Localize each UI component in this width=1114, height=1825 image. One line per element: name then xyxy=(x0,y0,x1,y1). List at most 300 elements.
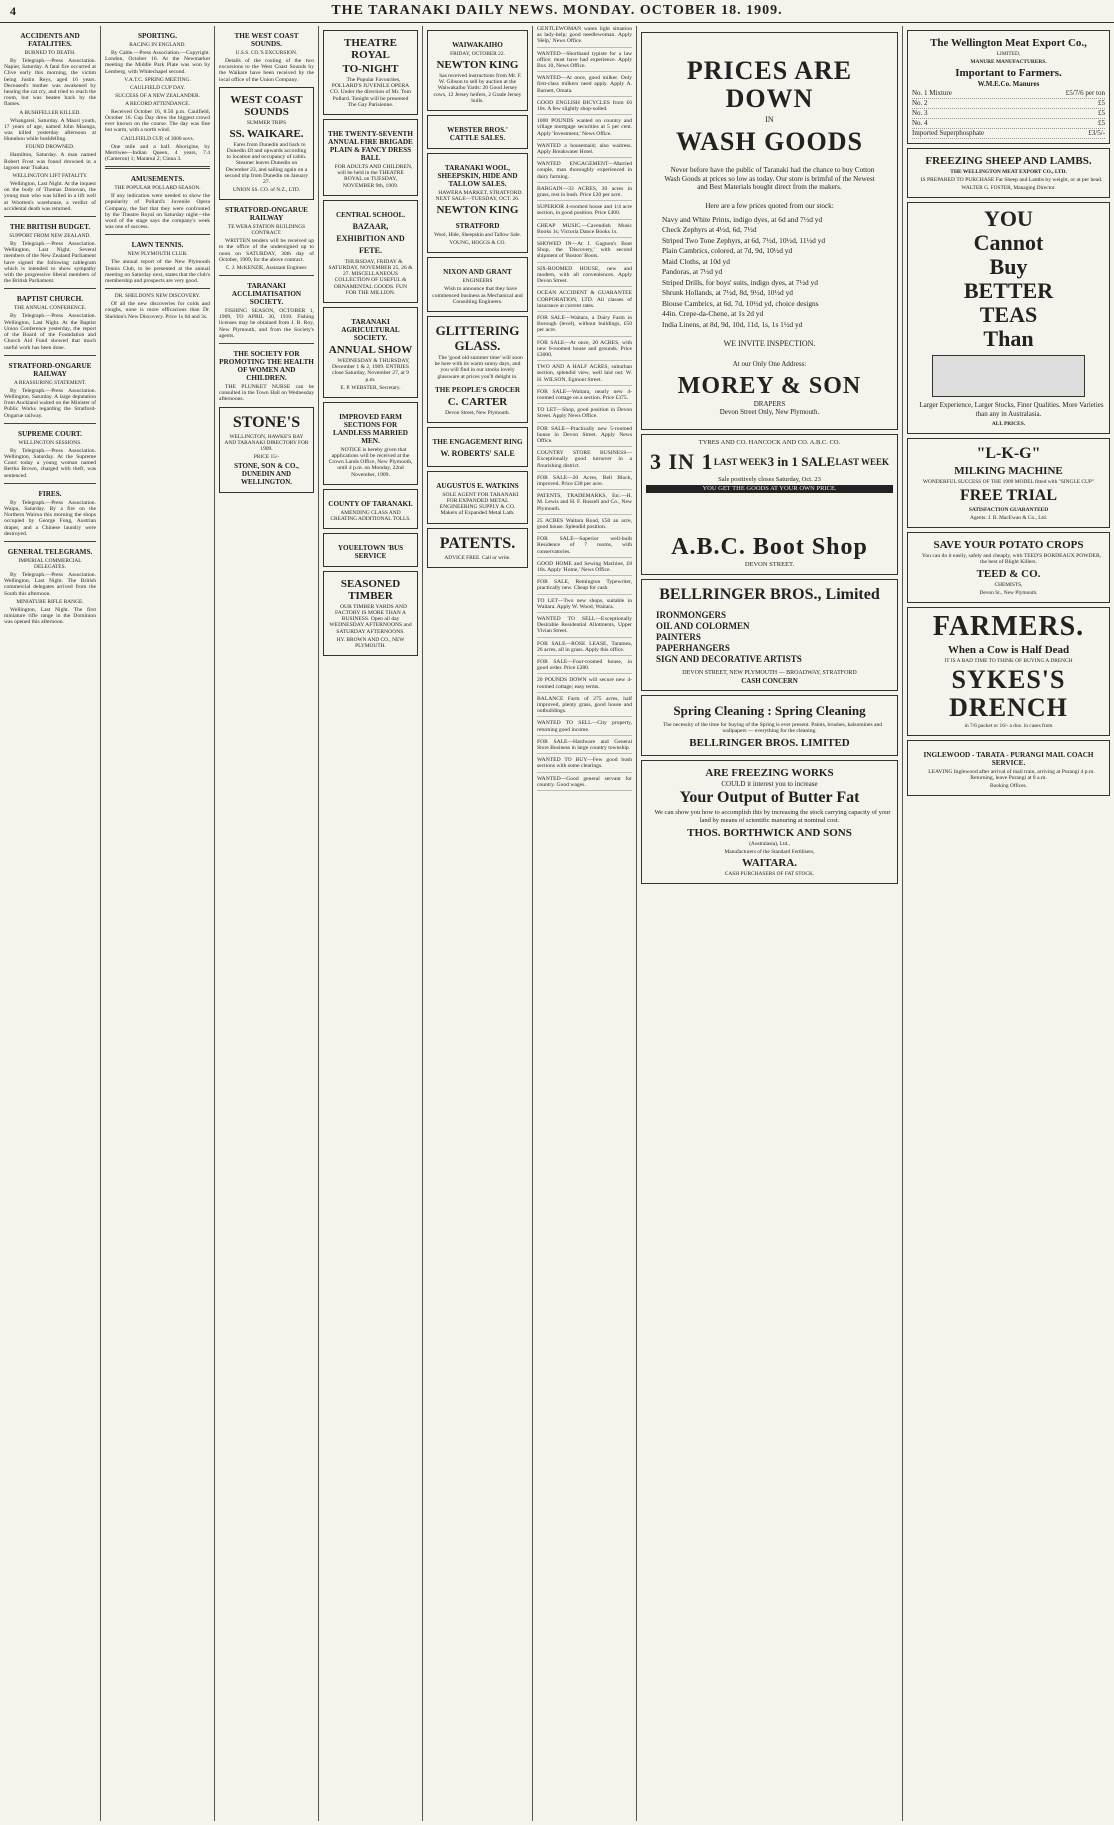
price-list-item: Striped Two Tone Zephyrs, at 6d, 7½d, 10½d, 11½d yd xyxy=(662,235,826,245)
price-list-item: Striped Drills, for boys' suits, indigo dyes, at 7½d yd xyxy=(662,277,818,287)
advert-firm: SYKES'S xyxy=(951,664,1066,694)
article-text: By Telegraph.—Press Association. Waipu, Saturday. By a fire on the Northern Wairoa this morning the shops occupied by George Fong, Austrian draper, and a Chinese laundry were destroyed. xyxy=(4,499,96,537)
subheading: SUPPORT FROM NEW ZEALAND. xyxy=(9,233,91,240)
advert-tag: WONDERFUL SUCCESS OF THE 1909 MODEL fitted with "SINGLE CUP" xyxy=(922,479,1095,486)
advert-place: Devon Street, New Plymouth. xyxy=(445,409,510,416)
tea-line: YOU xyxy=(984,206,1033,232)
article-text: The annual report of the New Plymouth Tennis Club, to be presented at the annual meeting on Saturday next, states that the club's membership and prospects are very good. xyxy=(105,259,210,285)
classified-ad: FOR SALE—ROSE LEASE, Taramea, 26 acres, all in grass. Apply this office. xyxy=(537,641,632,656)
advert-teas xyxy=(907,202,1110,434)
article-text: One mile and a half. Aborigine, by Merriwee—Indian Queen, 4 years, 7.4 (Cameron) 1; Maranui 2; Cinna 3. xyxy=(105,143,210,163)
classified-ad: CHEAP MUSIC.—Cavendish Music Books 1s; Victoria Dance Books 1s. xyxy=(537,223,632,238)
advert-west-coast-sounds xyxy=(219,87,314,200)
advert-text: COULD it interest you to increase xyxy=(721,779,818,788)
classified-ad: FOR SALE—Superior well-built Residence of 7 rooms, with conservatories. xyxy=(537,536,632,558)
advert-subtitle: MILKING MACHINE xyxy=(954,465,1063,478)
classified-ad: WANTED TO SELL—City property, returning good income. xyxy=(537,720,632,735)
advert-seasoned-timber xyxy=(323,571,418,656)
classified-ad: WANTED a housemaid; also waitress. Apply Breakwater Hotel. xyxy=(537,143,632,158)
advert-theatre-royal xyxy=(323,30,418,115)
advert-firm: NEWTON KING xyxy=(436,204,519,217)
subheading: THE POPULAR POLLARD SEASON. xyxy=(114,185,201,192)
advert-number-left: 3 IN 1 xyxy=(650,449,714,475)
advert-subtitle: Sale positively closes Saturday, Oct. 23 xyxy=(718,476,821,484)
advert-title: NIXON AND GRANT xyxy=(443,268,512,277)
advert-title: FARMERS. xyxy=(932,610,1085,642)
heading: SPORTING. xyxy=(137,32,178,40)
advert-teed-potato xyxy=(907,532,1110,602)
advert-text: The Popular Favourites, POLLARD'S JUVENILE OPERA CO. Under the direction of Mr. Tom Pollard. Tonight will be presented The Gay Parisienne. xyxy=(330,77,411,108)
advert-week: LAST WEEK xyxy=(835,457,889,468)
advert-sign: E. P. WEBSTER, Secretary. xyxy=(340,384,401,391)
price-list-item: Blouse Cambrics, at 6d, 7d, 10½d yd, choice designs xyxy=(662,298,819,308)
advert-title: THE TWENTY-SEVENTH ANNUAL FIRE BRIGADE PLAIN & FANCY DRESS BALL xyxy=(328,130,413,163)
advert-agent: UNION SS. CO. of N.Z., LTD. xyxy=(232,187,301,194)
classified-ad: FOR SALE—Hardware and General Store Business in large country township. xyxy=(537,739,632,754)
advert-title: INGLEWOOD - TARATA - PURANGI MAIL COACH SERVICE. xyxy=(923,750,1094,767)
article-text: Of all the new discoveries for colds and coughs, none is more efficacious than Dr. Sheldon's New Discovery. Price 1s 6d and 3s. xyxy=(105,301,210,320)
price-row-value: £5/7/6 per ton xyxy=(1065,89,1105,97)
divider xyxy=(219,343,314,344)
price-row-label: No. 2 xyxy=(912,99,928,107)
advert-glittering-glass xyxy=(427,316,528,423)
divider xyxy=(4,355,96,356)
article-text: By Telegraph.—Press Association. Wellington, Saturday. A large deputation from Auckland waited on the Minister of Public Works regarding the Stratford-Ongarue railway. xyxy=(4,387,96,419)
article-text: By Telegraph.—Press Association. Napier, Saturday. A fatal fire occurred at Clive early this morning, the victim being Justin Reys, aged 16 years. Deceased's mother was awakened by hearing the cat cry, and tried to reach the room, but was beaten back by the flames. xyxy=(4,58,96,108)
advert-place: WAITARA. xyxy=(741,856,798,869)
advert-place: Devon Street Only, New Plymouth. xyxy=(719,408,820,417)
column-display-ads xyxy=(637,26,902,1821)
advert-freezing xyxy=(907,148,1110,198)
heading: THE SOCIETY FOR PROMOTING THE HEALTH OF WOMEN AND CHILDREN. xyxy=(219,350,314,383)
price-row xyxy=(912,119,1105,129)
advert-week: LAST WEEK xyxy=(713,457,768,468)
advert-intro: Never before have the public of Taranaki had the chance to buy Cotton Wash Goods at prices so low as today. Our store is brimful of the Newest and Best Materials bought direct from the makers. xyxy=(664,166,875,192)
tea-brand-image xyxy=(932,355,1085,397)
advert-title: WEBSTER BROS.' CATTLE SALES. xyxy=(447,126,508,143)
subheading: CAULFIELD CUP, of 3000 sovs. xyxy=(121,135,194,142)
heading: STRATFORD-ONGARUE RAILWAY xyxy=(225,206,308,223)
subheading: BURNED TO DEATH. xyxy=(24,50,76,56)
divider xyxy=(4,483,96,484)
advert-text: Larger Experience, Larger Stocks, Finer Qualities. More Varieties than any in Australasia. xyxy=(919,401,1104,419)
advert-milking-machine xyxy=(907,438,1110,528)
advert-title: TARANAKI AGRICULTURAL SOCIETY. xyxy=(341,318,400,343)
classified-ad: FOR SALE—Waitara, a Dairy Farm in Borough (level), without buildings, £50 per acre. xyxy=(537,315,632,337)
advert-mail-coach xyxy=(907,740,1110,796)
classified-ad: SIX-ROOMED HOUSE, new and modern, with all conveniences. Apply Devon Street. xyxy=(537,266,632,288)
trade-line: IRONMONGERS xyxy=(656,610,727,621)
subheading: IMPERIAL COMMERCIAL DELEGATES. xyxy=(18,557,82,570)
article-text: By Telegraph.—Press Association. Wellington, Last Night. The British commercial delegates arrived from the South this afternoon. xyxy=(4,571,96,597)
advert-tag: YOU GET THE GOODS AT YOUR OWN PRICE. xyxy=(646,485,893,493)
advert-text: ADVICE FREE. Call or write. xyxy=(444,554,511,561)
column-news-1 xyxy=(0,26,100,1821)
advert-text: OUR TIMBER YARDS AND FACTORY IS MORE THAN A BUSINESS. Open all day WEDNESDAY AFTERNOONS and SATURDAY AFTERNOONS. xyxy=(329,603,412,635)
classified-ad: TWO AND A HALF ACRES, suburban section, splendid view, well laid out. W. H. WILSON, Egmont Street. xyxy=(537,364,632,386)
advert-trade: DRAPERS xyxy=(753,400,786,409)
subheading: NEW PLYMOUTH CLUB. xyxy=(127,251,188,258)
advert-nixon-grant xyxy=(427,257,528,312)
classified-ad: TO LET—Shop, good position in Devon Street. Apply News Office. xyxy=(537,407,632,422)
classified-ad: FOR SALE—Practically new 5-roomed house in Devon Street. Apply News Office. xyxy=(537,426,632,448)
advert-fire-brigade-ball xyxy=(323,119,418,196)
price-list-item: India Linens, at 8d, 9d, 10d, 11d, 1s, 1s 1½d yd xyxy=(662,319,803,329)
trade-list xyxy=(646,606,893,669)
price-row-label: Imported Superphosphate xyxy=(912,129,985,137)
trade-line: SIGN AND DECORATIVE ARTISTS xyxy=(656,654,802,665)
advert-trade: CHEMISTS, xyxy=(994,581,1023,588)
advert-sign: YOUNG, HOGGS & CO. xyxy=(449,240,506,247)
advert-title: "L-K-G" xyxy=(976,445,1041,463)
classified-ad: 1000 POUNDS wanted on country and village mortgage securities at 5 per cent. Apply 'Investment,' News Office. xyxy=(537,118,632,140)
advert-text: THURSDAY, FRIDAY & SATURDAY, NOVEMBER 25, 26 & 27. MISCELLANEOUS COLLECTION OF USEFUL & ORNAMENTAL GOODS. FUN FOR THE MILLION. xyxy=(328,258,413,296)
classifieds-list xyxy=(537,26,632,791)
advert-sign: C. CARTER xyxy=(447,395,508,408)
advert-title: COUNTY OF TARANAKI. xyxy=(328,499,413,508)
column-adverts-4 xyxy=(319,26,422,1821)
newspaper-title: THE TARANAKI DAILY NEWS. MONDAY. OCTOBER 18. 1909. xyxy=(331,3,783,18)
classified-ad: COUNTRY STORE BUSINESS—Exceptionally good turnover in a flourishing district. xyxy=(537,450,632,472)
classified-ad: GOOD HOME and Sewing Machine, £8 10s. Apply 'Home,' News Office. xyxy=(537,561,632,576)
classified-ad: SHOWED IN—At J. Gagnon's Boot Shop, the 'Discovery,' with second shipment of 'Boston' Boots. xyxy=(537,241,632,263)
tea-line: Than xyxy=(983,326,1034,352)
advert-firm: MOREY & SON xyxy=(677,373,862,400)
advert-subtitle: IT IS A BAD TIME TO THINK OF BUYING A DRENCH xyxy=(944,657,1073,664)
advert-morey-son xyxy=(641,32,898,430)
article-text: Wellington, Last Night. At the inquest on the body of Thomas Donovan, the young man who was killed in a lift well at Wootten's warehouse, a verdict of accidental death was returned. xyxy=(4,181,96,212)
advert-text: WEDNESDAY & THURSDAY, December 1 & 2, 1909. ENTRIES close Saturday, November 27, at 9 p.m. xyxy=(332,358,410,383)
classified-ad: BALANCE Farm of 275 acres, half improved, plenty grass, good house and outbuildings. xyxy=(537,696,632,718)
divider xyxy=(105,166,210,169)
advert-title: The Wellington Meat Export Co., xyxy=(930,37,1087,49)
advert-stones-directory xyxy=(219,407,314,493)
price-list-item: Maid Cloths, at 10d yd xyxy=(662,256,730,266)
column-display-ads-right xyxy=(903,26,1114,1821)
advert-wellington-meat xyxy=(907,30,1110,144)
heading: AMUSEMENTS. xyxy=(130,175,185,184)
subheading: THE ANNUAL CONFERENCE. xyxy=(13,305,87,312)
advert-subtitle: W.M.E.Co. Manures xyxy=(977,80,1040,88)
advert-firm: NEWTON KING xyxy=(436,59,519,71)
advert-foot: ALL PRICES. xyxy=(991,421,1026,428)
advert-date: FRIDAY, OCTOBER 22. xyxy=(450,51,505,57)
classified-ad: WANTED—Shorthand typiste for a law office; must have had experience. Apply Box 10, News Office. xyxy=(537,51,632,73)
advert-place: STRATFORD xyxy=(455,222,500,231)
advert-text: Wish to announce that they have commenced business as Mechanical and Consulting Engineers. xyxy=(432,286,523,305)
advert-subtitle: TO-NIGHT xyxy=(342,63,399,75)
advert-engagement-ring xyxy=(427,427,528,467)
article-text: Received October 16, 8.50 p.m. Caulfield, October 16. Cup Day drew the biggest crowd ever known on the course. The day was fine but warm, with a north wind. xyxy=(105,108,210,134)
subheading: RACING IN ENGLAND. xyxy=(129,42,186,48)
advert-ltd: LIMITED, xyxy=(996,51,1021,57)
advert-subtitle: BAZAAR, EXHIBITION AND FETE. xyxy=(336,221,405,255)
classified-ad: GOOD ENGLISH BICYCLES from £6 10s. A few slightly shop-soiled. xyxy=(537,100,632,115)
divider xyxy=(4,288,96,289)
advert-address-intro: At our Only One Address: xyxy=(732,360,807,369)
advert-body: We can show you how to accomplish this by increasing the stock carrying capacity of your land by means of scientific manuring at nominal cost. xyxy=(654,808,891,824)
advert-subtitle: WELLINGTON, HAWKE'S BAY AND TARANAKI DIRECTORY FOR 1909. xyxy=(224,433,309,452)
price-row-value: £5 xyxy=(1098,119,1105,127)
subheading: WELLINGTON LIFT FATALITY. xyxy=(12,173,88,180)
advert-text: The 'good old summer time' will soon be here with its warm sunny days, and you will find in our stocks lovely glassware at prices you'll delight in. xyxy=(434,355,523,380)
advert-shop: A.B.C. Boot Shop xyxy=(671,534,868,561)
advert-abc-sale xyxy=(641,434,898,575)
notice-sign: C. J. McKENZIE, Assistant Engineer. xyxy=(225,265,308,272)
price-row xyxy=(912,99,1105,109)
classified-ad: 25 ACRES Waitara Road, £50 an acre, good house. Splendid position. xyxy=(537,518,632,533)
advert-cash: CASH CONCERN xyxy=(741,677,798,686)
price-row-label: No. 3 xyxy=(912,109,928,117)
advert-title: BELLRINGER BROS., Limited xyxy=(659,586,880,604)
advert-subtitle: AMENDING CLASS AND CREATING ADDITIONAL TOLLS. xyxy=(330,509,411,522)
classified-ad: BARGAIN—33 ACRES, 30 acres in grass, rest in bush. Price £20 per acre. xyxy=(537,186,632,201)
page-number: 4 xyxy=(10,4,17,18)
advert-text: You can do it easily, safely and cheaply, with TEED'S BORDEAUX POWDER, the best of Blight Killers. xyxy=(921,553,1102,566)
advert-title: YOUELTOWN 'BUS SERVICE xyxy=(337,543,404,560)
divider xyxy=(4,216,96,217)
advert-webster-cattle xyxy=(427,115,528,149)
classified-ad: FOR SALE—Four-roomed house, in good order. Price £280. xyxy=(537,659,632,674)
price-row-label: No. 4 xyxy=(912,119,928,127)
column-news-3 xyxy=(215,26,318,1821)
advert-title: PATENTS. xyxy=(439,534,516,552)
tea-line: BETTER xyxy=(963,278,1054,304)
trade-line: OIL AND COLORMEN xyxy=(656,621,750,632)
ship-name: SS. WAIKARE. xyxy=(229,127,304,140)
subheading: A RECORD ATTENDANCE. xyxy=(125,100,190,107)
advert-place: DEVON STREET, NEW PLYMOUTH — BROADWAY, STRATFORD xyxy=(682,670,857,677)
classified-ad: SUPERIOR 4-roomed house and 1/4 acre section, in good position. Price £400. xyxy=(537,204,632,219)
classified-ad: WANTED TO SELL—Exceptionally Desirable Residential Allotments, Upper Vivian Street. xyxy=(537,616,632,638)
advert-subtitle: ANNUAL SHOW xyxy=(328,344,413,357)
tea-line: TEAS xyxy=(979,302,1038,328)
notice-text: FISHING SEASON, OCTOBER 1, 1909, TO APRIL 30, 1910. Fishing licenses may be obtained from J. B. Roy, New Plymouth, and from the Society's agents. xyxy=(219,308,314,339)
subheading: TE WERA STATION BUILDINGS CONTRACT. xyxy=(227,224,306,237)
price-list-item: Navy and White Prints, indigo dyes, at 6d and 7½d yd xyxy=(662,214,823,224)
advert-farm-sections xyxy=(323,402,418,485)
advert-waiwakaiho-sale xyxy=(427,30,528,111)
advert-bellringer xyxy=(641,579,898,691)
advert-subtitle: SUMMER TRIPS xyxy=(246,119,287,126)
advert-patents xyxy=(427,528,528,568)
article-text: By Telegraph.—Press Association. Wellington, Last Night. At the Baptist Union Conference yesterday, the report of the Board of the Foundation and Church Aid Fund showed that much useful work has been done. xyxy=(4,313,96,351)
advert-title: PRICES ARE DOWN xyxy=(686,56,853,113)
price-list-item: Shrunk Hollands, at 7½d, 8d, 9½d, 10½d yd xyxy=(662,288,793,298)
subheading: FOUND DROWNED. xyxy=(25,144,75,151)
advert-title: TARANAKI WOOL, SHEEPSKIN, HIDE AND TALLOW SALES. xyxy=(437,164,518,189)
subheading: DR. SHELDON'S NEW DISCOVERY. xyxy=(114,293,201,300)
advert-headline: Your Output of Butter Fat xyxy=(679,788,860,806)
tea-lines xyxy=(912,207,1105,351)
advert-title: FREEZING SHEEP AND LAMBS. xyxy=(925,155,1092,167)
price-list-item: 44in. Crepe-da-Chene, at 1s 2d yd xyxy=(662,309,764,319)
advert-goods: WASH GOODS xyxy=(676,127,863,156)
advert-county-taranaki xyxy=(323,489,418,529)
advert-ltd: (Australasia), Ltd., xyxy=(749,840,790,847)
article-text: By Cable.—Press Association.—Copyright. London, October 16. At the Newmarket meeting the Middle Park Plate was won by Lemberg, with Whitechapel second. xyxy=(105,50,210,75)
price-row-value: £5 xyxy=(1098,109,1105,117)
price-row-value: £3/5/- xyxy=(1088,129,1105,137)
article-text: Wellington, Last Night. The first miniature rifle range in the Dominion was opened this afternoon. xyxy=(4,606,96,626)
tea-line: Cannot xyxy=(973,230,1044,256)
price-row xyxy=(912,89,1105,99)
column-classifieds xyxy=(533,26,636,1821)
notice-text: WRITTEN tenders will be received up to the office of the undersigned up to noon on SATURDAY, 30th day of October, 1909, for the above contract. xyxy=(219,238,314,263)
advert-text: has received instructions from Mr. F. W. Gibson to sell by auction at the Waiwakaiho Yards: 20 Good Jersey cows, 12 Jersey heifers, 2 Grade Jersey bulls. xyxy=(433,73,522,104)
advert-agents: Agents: J. B. MacEwan & Co., Ltd. xyxy=(969,515,1048,522)
subheading: U.S.S. CO.'S EXCURSION. xyxy=(235,50,298,56)
price-list-item: Pandoras, at 7½d yd xyxy=(662,267,723,277)
heading: BAPTIST CHURCH. xyxy=(16,295,84,304)
advert-product: DRENCH xyxy=(949,692,1068,722)
advert-title: WEST COAST SOUNDS xyxy=(230,93,303,118)
advert-agricultural-show xyxy=(323,307,418,398)
notice-text: THE PLUNKET NURSE can be consulted in the Town Hall on Wednesday afternoons. xyxy=(219,384,314,403)
classified-ad: 20 POUNDS DOWN will secure new 4-roomed cottage; easy terms. xyxy=(537,677,632,692)
classified-ad: WANTED—Good general servant for country. Good wages. xyxy=(537,776,632,791)
heading: FIRES. xyxy=(38,489,62,498)
advert-foot: CASH PURCHASERS OF FAT STOCK. xyxy=(724,870,815,877)
heading: GENERAL TELEGRAMS. xyxy=(7,547,93,556)
advert-title: IMPROVED FARM SECTIONS FOR LANDLESS MARRIED MEN. xyxy=(333,412,408,445)
article-text: Whangarei, Saturday. A Maori youth, 17 years of age, named John Maunga, was killed yesterday afternoon at Hunuhou while bushfelling. xyxy=(4,117,96,143)
advert-text: FOR ADULTS AND CHILDREN, will be held in the THEATRE ROYAL on TUESDAY, NOVEMBER 9th, 1909. xyxy=(334,164,413,189)
classified-ad: FOR SALE, Remington Typewriter, practically new. Cheap for cash. xyxy=(537,579,632,594)
divider xyxy=(105,288,210,289)
advert-firm: THE WELLINGTON MEAT EXPORT CO., LTD. xyxy=(950,169,1067,175)
advert-subtitle: ENGINEERS xyxy=(462,278,493,285)
advert-place: Devon St., New Plymouth. xyxy=(979,589,1038,596)
advert-title: Spring Cleaning : Spring Cleaning xyxy=(673,703,866,719)
heading: STRATFORD-ONGARUE RAILWAY xyxy=(8,361,92,378)
divider xyxy=(4,541,96,542)
column-adverts-5 xyxy=(423,26,532,1821)
price-list xyxy=(646,213,893,333)
advert-head: FREE TRIAL xyxy=(959,487,1058,505)
advert-title: CENTRAL SCHOOL. xyxy=(335,210,406,219)
price-row xyxy=(912,129,1105,139)
advert-subtitle: Wool, Hide, Sheepskin and Tallow Sale. xyxy=(434,232,521,239)
advert-text: The necessity of the time for buying of the Spring is ever present. Paints, brushes, kalsomines and wallpapers — everything for the cleaning. xyxy=(662,722,883,735)
classified-ad: FOR SALE—20 Acres, Bell Block, improved. Price £38 per acre. xyxy=(537,475,632,490)
advert-price: PRICE 15/- xyxy=(253,453,280,460)
subheading: CAULFIELD CUP DAY. xyxy=(130,84,185,91)
subheading: V.A.T.C. SPRING MEETING. xyxy=(124,76,191,83)
advert-sign: WALTER G. FOSTER, Managing Director. xyxy=(961,185,1056,192)
advert-title: SEASONED TIMBER xyxy=(340,577,401,602)
column-news-2 xyxy=(101,26,214,1821)
classified-ad: OCEAN ACCIDENT & GUARANTEE CORPORATION, LTD. All classes of insurance at current rates. xyxy=(537,290,632,312)
advert-central-school xyxy=(323,200,418,303)
advert-bus-service xyxy=(323,533,418,567)
advert-firm: STONE, SON & CO., DUNEDIN AND WELLINGTON. xyxy=(234,461,299,486)
divider xyxy=(105,234,210,235)
advert-list-intro: Here are a few prices quoted from our stock: xyxy=(705,201,834,210)
article-text: Details of the routing of the two excursions to the West Coast Sounds by the Waikare have been received by the local office of the Union Company. xyxy=(219,58,314,83)
advert-title: STONE'S xyxy=(232,413,301,431)
advert-invite: WE INVITE INSPECTION. xyxy=(723,339,816,349)
price-list-item: Plain Cambrics, colored, at 7d, 9d, 10½d yd xyxy=(662,246,793,256)
classified-ad: WANTED—At once, good milker. Only first-class milkers need apply. Apply A. Barnett, Omata. xyxy=(537,75,632,97)
advert-title: SAVE YOUR POTATO CROPS xyxy=(933,539,1084,552)
heading: SUPREME COURT. xyxy=(18,429,82,438)
advert-borthwick xyxy=(641,760,898,884)
advert-sat: SATISFACTION GUARANTEED xyxy=(968,507,1049,514)
article-text: Hamilton, Saturday. A man named Robert Frost was found drowned in a lagoon near Tuakau. xyxy=(4,152,96,171)
advert-trade: MANURE MANUFACTURERS. xyxy=(970,59,1047,65)
advert-trade: Manufacturers of the Standard Fertilisers, xyxy=(724,848,815,855)
classified-ad: GENTLEWOMAN wants light situation as lady-help; good needlewoman. Apply 'Help,' News Office. xyxy=(537,26,632,48)
advert-title: WAIWAKAIHO xyxy=(452,41,503,49)
divider xyxy=(4,423,96,424)
subheading: A REASSURING STATEMENT. xyxy=(13,379,87,386)
advert-title: 3 in 1 SALE xyxy=(767,454,836,470)
classified-ad: PATENTS, TRADEMARKS, Etc.—H. M. Lewis and H. F. Russell and Co., New Plymouth. xyxy=(537,493,632,515)
article-text: If any indication were needed to show the popularity of Pollard's Juvenile Opera Company, the fact that they were confronted by the Theatre Royal on Saturday night—the word of the stage says the company's week was one of success. xyxy=(105,193,210,231)
article-text: By Telegraph.—Press Association. Wellington, Saturday. At the Supreme Court today a young woman named Bertha Brown, charged with theft, was sentenced. xyxy=(4,447,96,479)
advert-text: IS PREPARED TO PURCHASE Fat Sheep and Lambs by weight, or at per head. xyxy=(920,177,1103,183)
price-row-label: No. 1 Mixture xyxy=(912,89,952,97)
advert-sign: Booking Offices. xyxy=(989,783,1028,790)
advert-firm: THE PEOPLE'S GROCER xyxy=(434,385,521,394)
trade-line: PAINTERS xyxy=(656,632,701,643)
subheading: MINIATURE RIFLE RANGE. xyxy=(16,598,84,605)
advert-price: in 7/6 packet or 16/- a doz. in cases from xyxy=(964,722,1053,729)
price-table xyxy=(912,89,1105,139)
advert-firm: THOS. BORTHWICK AND SONS xyxy=(687,826,852,839)
advert-spring-cleaning xyxy=(641,695,898,755)
heading: TARANAKI ACCLIMATISATION SOCIETY. xyxy=(231,282,302,307)
advert-title: AUGUSTUS E. WATKINS xyxy=(436,481,519,490)
advert-in: IN xyxy=(765,115,774,124)
classified-ad: FOR SALE—At once, 20 ACRES, with new 6-roomed house and grounds. Price £3000. xyxy=(537,340,632,362)
subheading: A BUSHFELLER KILLED. xyxy=(19,109,81,116)
classified-ad: WANTED TO BUY—Few good bush sections with some clearings. xyxy=(537,757,632,772)
advert-title: GLITTERING GLASS. xyxy=(435,323,520,354)
trade-line: PAPERHANGERS xyxy=(656,643,730,654)
advert-title: THEATRE ROYAL xyxy=(344,37,397,61)
advert-head: TYRES AND CO. HANCOCK AND CO. A.B.C. CO. xyxy=(698,439,841,447)
subheading: WELLINGTON SESSIONS. xyxy=(18,439,82,446)
tea-line: Buy xyxy=(989,254,1028,280)
advert-sign: TEED & CO. xyxy=(976,567,1041,580)
advert-sign: W. ROBERTS' SALE xyxy=(440,448,515,458)
advert-firm: BELLRINGER BROS. LIMITED xyxy=(689,736,850,749)
subheading: SUCCESS OF A NEW ZEALANDER. xyxy=(115,92,200,99)
advert-text: SOLE AGENT FOR TARANAKI FOR EXPANDED METAL ENGINEERING SUPPLY & CO. Makers of Expanded Metal Lath. xyxy=(439,491,519,517)
classified-ad: TO LET—Two new shops, suitable in Waitara. Apply W. Wood, Waitara. xyxy=(537,598,632,613)
price-row-value: £5 xyxy=(1098,99,1105,107)
advert-head: Important to Farmers. xyxy=(955,67,1062,79)
advert-title: THE ENGAGEMENT RING xyxy=(432,437,523,446)
heading: LAWN TENNIS. xyxy=(131,241,184,250)
price-list-item: Check Zephyrs at 4½d, 6d, 7½d xyxy=(662,225,757,235)
advert-head: When a Cow is Half Dead xyxy=(947,643,1070,656)
advert-watkins xyxy=(427,471,528,524)
advert-text: NOTICE is hereby given that applications will be received at the Crown Lands Office, New Plymouth, until 4 p.m. on Monday, 22nd November, 1909. xyxy=(328,446,413,478)
advert-place: DEVON STREET. xyxy=(744,561,795,569)
price-row xyxy=(912,109,1105,119)
article-text: By Telegraph.—Press Association. Wellington, Last Night. Several members of the New Zealand Parliament have signed the following cablegram which is intended to show sympathy with the progressive liberal members of the British Parliament. xyxy=(4,241,96,285)
advert-sykes-drench xyxy=(907,607,1110,736)
advert-text: LEAVING Inglewood after arrival of mail train, arriving at Purangi 4 p.m. Returning, leave Purangi at 8 a.m. xyxy=(928,768,1095,781)
advert-title: ARE FREEZING WORKS xyxy=(705,766,834,779)
advert-wool-sales xyxy=(427,153,528,253)
heading: THE WEST COAST SOUNDS. xyxy=(234,32,299,48)
advert-text: HAWERA MARKET, STRATFORD. NEXT SALE—TUESDAY, OCT. 26. xyxy=(435,190,523,203)
advert-text: Fares from Dunedin and back to Dunedin £8 and upwards according to location and occupancy of cabin. Steamer leaves Dunedin on December 23, and sailing again on a second trip from Dunedin on January 27. xyxy=(224,141,309,186)
